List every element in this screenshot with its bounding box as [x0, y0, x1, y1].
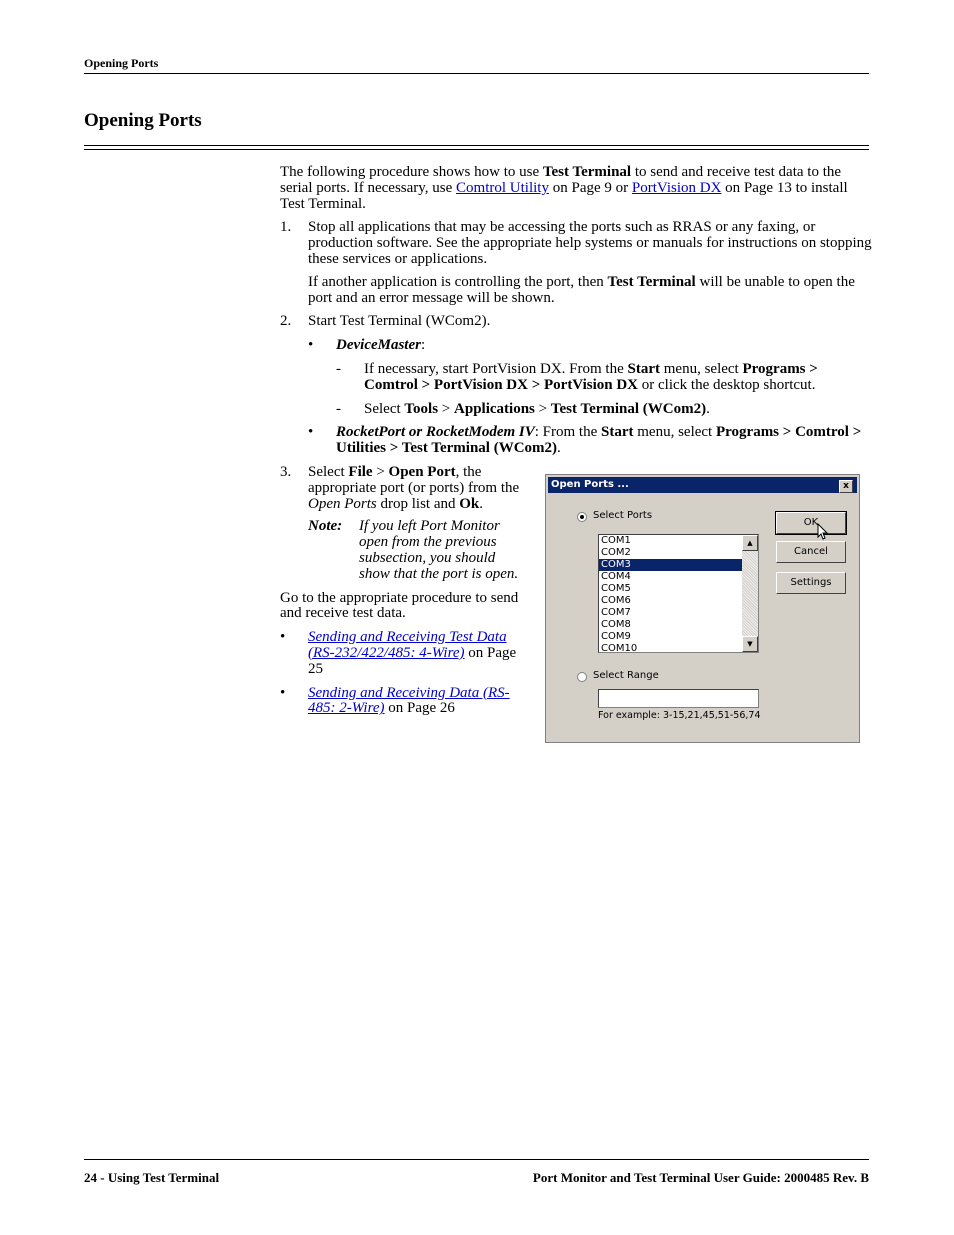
portvision-dx-link[interactable]: PortVision DX: [631, 179, 722, 196]
sending-receiving-4wire-link[interactable]: Sending and Receiving Test Data (RS-232/422/485: 4-Wire): [308, 629, 507, 661]
footer-left: 24 - Using Test Terminal: [84, 1170, 220, 1185]
header-rule: [84, 73, 869, 74]
cancel-button[interactable]: Cancel: [776, 541, 846, 563]
port-list-item[interactable]: COM8: [601, 619, 631, 630]
port-list-item[interactable]: COM6: [601, 595, 631, 606]
bullet-rocketport: • RocketPort or RocketModem IV: From the Start menu, select Programs > Comtrol > Utilities > Test Terminal (WCom2).: [308, 424, 862, 457]
title-rule-top: [84, 145, 869, 146]
range-example-text: For example: 3-15,21,45,51-56,74: [598, 710, 761, 721]
close-icon[interactable]: x: [839, 480, 853, 493]
ports-listbox[interactable]: [598, 534, 759, 653]
intro-paragraph: The following procedure shows how to use Test Terminal to send and receive test data to the serial ports. If necessary, use Comtrol Utility on Page 9 or PortVision DX on Page 13 to install Test Terminal.: [280, 164, 848, 212]
dialog-title-bar: Open Ports ... x: [548, 477, 857, 493]
select-range-label: Select Range: [593, 670, 659, 681]
settings-button[interactable]: Settings: [776, 572, 846, 594]
running-header: Opening Ports: [84, 56, 159, 70]
port-list-item[interactable]: COM9: [601, 631, 631, 642]
port-list-item[interactable]: COM1: [601, 535, 631, 546]
mouse-cursor-icon: [817, 523, 829, 541]
ok-button[interactable]: OK: [776, 512, 846, 534]
port-list: [599, 535, 758, 653]
scroll-down-icon[interactable]: ▼: [742, 636, 758, 652]
listbox-scrollbar[interactable]: [742, 535, 758, 652]
title-rule-bottom: [84, 149, 869, 150]
link-item-2: • Sending and Receiving Data (RS-485: 2-Wire) on Page 26: [280, 684, 510, 717]
select-range-radio[interactable]: [577, 672, 587, 682]
note: Note: If you left Port Monitor open from the previous subsection, you should show that the port is open.: [308, 518, 519, 582]
port-list-item[interactable]: COM3: [599, 559, 743, 571]
scroll-up-icon[interactable]: ▲: [742, 535, 758, 551]
link-item-1: • Sending and Receiving Test Data (RS-232/422/485: 4-Wire) on Page 25: [280, 629, 517, 677]
dash-item-1: - If necessary, start PortVision DX. From the Start menu, select Programs > Comtrol > PortVision DX > PortVision DX or click the desktop shortcut.: [336, 360, 818, 393]
step-1: 1. Stop all applications that may be accessing the ports such as RRAS or any faxing, or production software. See the appropriate help systems or manuals for instructions on stopping these services or applications. If another application is controlling the port, then Test Terminal will be unable to open the port and an error message will be shown.: [280, 219, 872, 306]
dash-item-2: - Select Tools > Applications > Test Terminal (WCom2).: [336, 400, 710, 417]
port-list-item[interactable]: COM2: [601, 547, 631, 558]
port-list-item[interactable]: COM7: [601, 607, 631, 618]
section-title: Opening Ports: [84, 110, 202, 131]
port-list-item[interactable]: COM5: [601, 583, 631, 594]
bullet-devicemaster: • DeviceMaster: - If necessary, start PortVision DX. From the Start menu, select Programs > Comtrol > PortVision DX > PortVision DX or click the desktop shortcut. - Select Tools > Applications > Test Terminal (WCom2).: [308, 338, 872, 417]
open-ports-dialog: [545, 474, 860, 743]
footer-right: Port Monitor and Test Terminal User Guide: 2000485 Rev. B: [532, 1170, 869, 1185]
range-input[interactable]: [598, 689, 759, 708]
select-ports-label: Select Ports: [593, 510, 653, 521]
step-3: 3. Select File > Open Port, the appropriate port (or ports) from the Open Ports drop list and Ok. Note: If you left Port Monitor open from the previous subsection, you should show that the port is open.: [280, 465, 526, 583]
port-list-item[interactable]: COM4: [601, 571, 631, 582]
comtrol-utility-link[interactable]: Comtrol Utility: [456, 179, 549, 196]
select-ports-radio[interactable]: [577, 512, 587, 522]
sending-receiving-2wire-link[interactable]: Sending and Receiving Data (RS-485: 2-Wire): [308, 684, 510, 717]
step-2: 2. Start Test Terminal (WCom2). • DeviceMaster: - If necessary, start PortVision DX. From the Start menu, select Programs > Comtrol > PortVision DX > PortVision DX or click the desktop shortcut. - Select Tools > Applications > Test Terminal (WCom2). • RocketPort or RocketModem IV: From the Start menu, select Programs > Comtrol > Utilities > Test Terminal (WCom2).: [280, 314, 872, 457]
goto-paragraph: Go to the appropriate procedure to send and receive test data.: [280, 589, 519, 622]
port-list-item[interactable]: COM10: [601, 643, 638, 653]
footer-rule: [84, 1159, 869, 1160]
